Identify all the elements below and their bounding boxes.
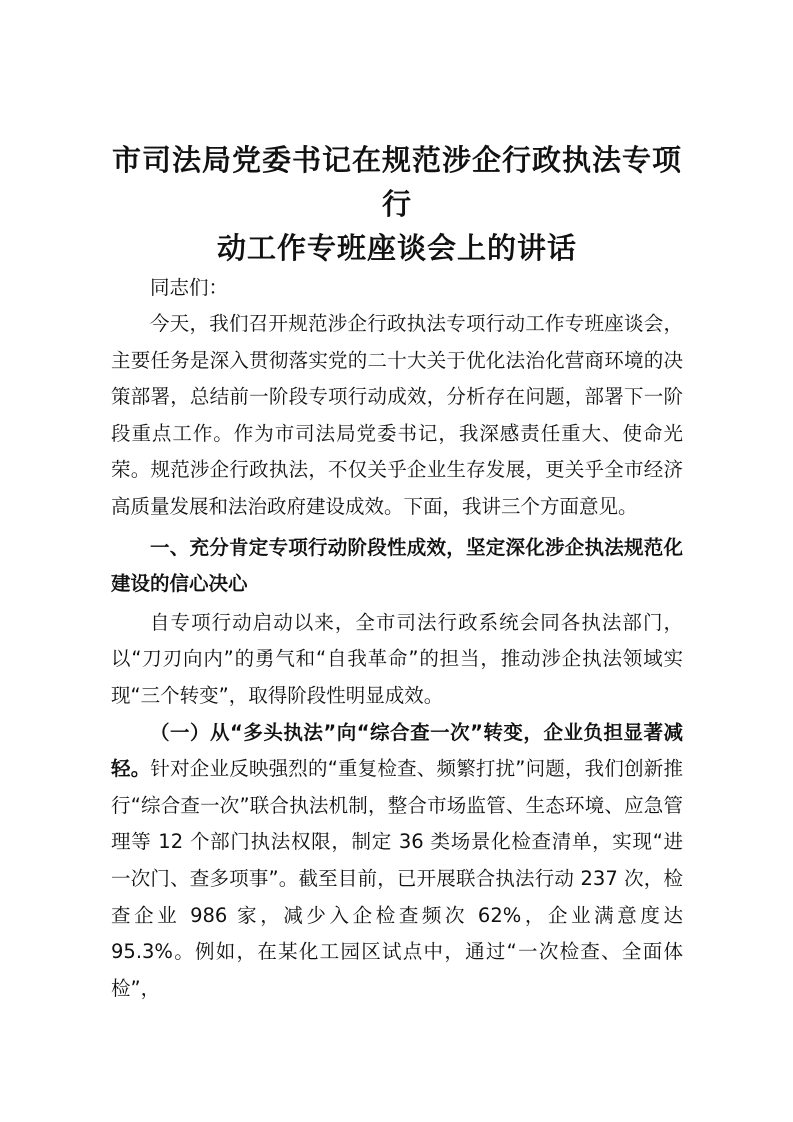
subsection-1-heading: （一）从“多头执法”向“综合查一次”转变，企业负担显著减轻。 — [111, 720, 683, 781]
section-1-intro-paragraph: 自专项行动启动以来，全市司法行政系统会同各执法部门，以“刀刃向内”的勇气和“自我革命”的担当，推动涉企执法领域实现“三个转变”，取得阶段性明显成效。 — [111, 610, 683, 707]
subsection-1-paragraph — [111, 715, 683, 1008]
intro-paragraph: 今天，我们召开规范涉企行政执法专项行动工作专班座谈会，主要任务是深入贯彻落实党的二十大关于优化法治化营商环境的决策部署，总结前一阶段专项行动成效，分析存在问题，部署下一阶段重点工作。作为市司法局党委书记，我深感责任重大、使命光荣。规范涉企行政执法，不仅关乎企业生存发展，更关乎全市经济高质量发展和法治政府建设成效。下面，我讲三个方面意见。 — [111, 312, 683, 518]
subsection-1-body: 针对企业反映强烈的“重复检查、频繁打扰”问题，我们创新推行“综合查一次”联合执法机制，整合市场监管、生态环境、应急管理等 12 个部门执法权限，制定 36 类场景化检查清单，实现“进一次门、查多项事”。截至目前，已开展联合执法行动 237 次，检查企业 986 家，减少入企检查频次 62%，企业满意度达 95.3%。例如，在某化工园区试点中，通过“一次检查、全面体检”， — [111, 757, 683, 1000]
document-page — [111, 138, 683, 1007]
title-line-1: 市司法局党委书记在规范涉企行政执法专项行 — [111, 143, 682, 221]
section-1-heading: 一、充分肯定专项行动阶段性成效，坚定深化涉企执法规范化建设的信心决心 — [111, 535, 683, 596]
title-line-2: 动工作专班座谈会上的讲话 — [216, 231, 577, 265]
document-title — [111, 138, 683, 270]
salutation: 同志们： — [150, 276, 229, 299]
